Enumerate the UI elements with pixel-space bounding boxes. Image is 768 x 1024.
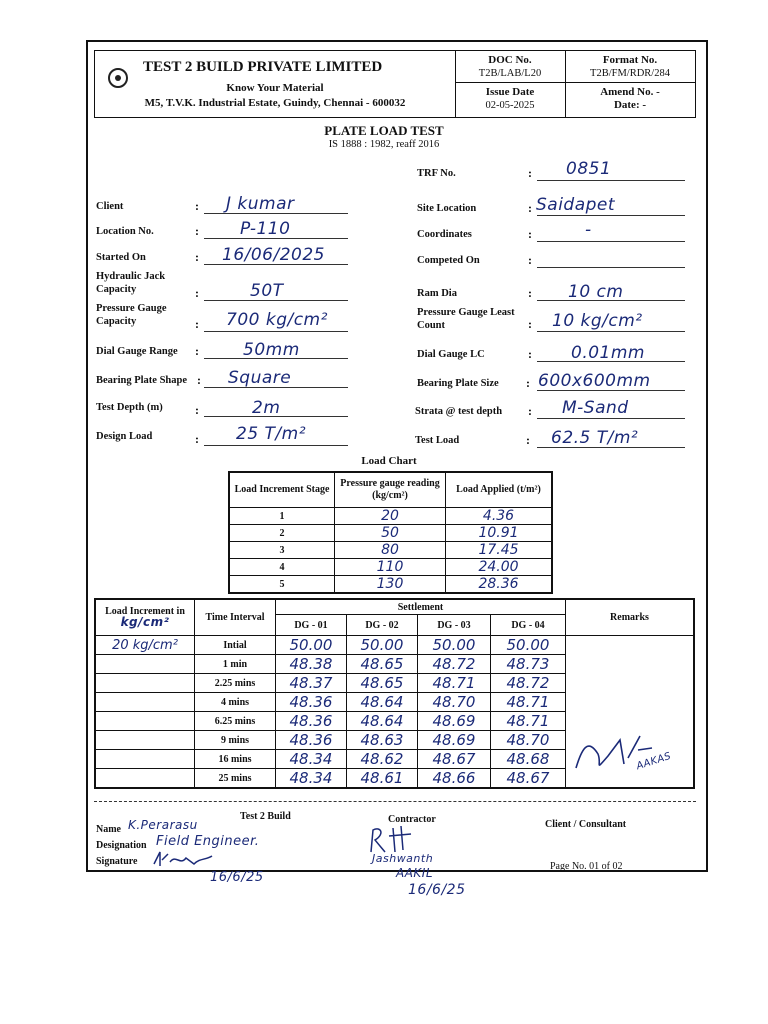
design-load-value: 25 T/m² — [236, 424, 307, 444]
started-on-label: Started On — [96, 252, 146, 263]
lc-header-load: Load Applied (t/m²) — [446, 472, 553, 508]
page-title: PLATE LOAD TEST — [324, 123, 444, 138]
gauge-cap-label-2: Capacity — [96, 316, 137, 327]
table-row: 16 mins 48.34 48.62 48.67 48.68 — [95, 750, 694, 769]
contractor-date: 16/6/25 — [408, 882, 466, 898]
dial-lc-label: Dial Gauge LC — [417, 349, 485, 360]
dg03-header: DG - 03 — [418, 615, 491, 636]
table-row: 2.25 mins 48.37 48.65 48.71 48.72 — [95, 674, 694, 693]
table-row: 3 80 17.45 — [229, 542, 552, 559]
document-page: TEST 2 BUILD PRIVATE LIMITED Know Your Material M5, T.V.K. Industrial Estate, Guindy, Chennai - 600032 DOC No. T2B/LAB/L20 Format No. T2B/FM/RDR/284 Issue Date 02-05-2025 Amend No. - Date: - PLATE LOAD TEST IS 1888 : 1982, reaff 2016 TRF No. : 0851 Client : J kumar Location No. : P-110 Started On : 16/06/2025 Hydraulic Jack Capacity : 50T Pressure Gauge Capacity : 700 kg/cm² Dial Gauge Range : 50mm Bearing Plate Shape : Square Test Depth (m) : 2m Design Load : 25 T/m² Site Location : Saidapet Coordinates : - Competed On : Ram Dia : 10 cm Pressure Gauge Least Count : 10 kg/cm² Dial Gauge LC : 0.01mm Bearing Plate Size : 600x600mm Strata @ test depth : M-Sand Test Load : 62.5 T/m² Load Chart Load Increment Stage Pressure gauge reading (kg/cm²) Load Applied (t/m²) 1 20 4.36 2 50 10.91 3 80 17.45 4 110 24.00 5 130 28.36 Load Increment in kg/cm² Time Interval Settlement Remarks DG - 01 DG - 02 DG - 03 DG - 04 20 kg/cm² Intial 50.00 50.00 50.00 50.00 AAKAS 1 min 48.38 48.65 48.72 48.73 2.25 mins 48.37 48.65 48.71 48.72 4 mins 48.36 48.64 48.70 48.71 6.25 mins 48.36 48.64 48.69 48.71 9 mins 48.36 48.63 48.69 48.70 16 mins 48.34 48.62 48.67 48.68 25 mins 48.34 48.61 48.66 48.67 Test 2 Build Contractor Client / Consultant Name K.Perarasu Designation Field Engineer. Signature 16/6/25 Jashwanth AAKIL 16/6/25 Page No. 01 of 02 — [0, 0, 768, 1024]
signature-label: Signature — [96, 856, 138, 867]
design-load-label: Design Load — [96, 431, 153, 442]
gauge-cap-label-1: Pressure Gauge — [96, 303, 167, 314]
load-chart-table — [228, 471, 553, 594]
format-no-cell: Format No. T2B/FM/RDR/284 — [590, 54, 670, 79]
header-block — [94, 50, 696, 118]
trf-value: 0851 — [566, 159, 612, 179]
signature-date: 16/6/25 — [210, 870, 264, 885]
company-name: TEST 2 BUILD PRIVATE LIMITED — [143, 59, 383, 75]
contractor-name: Jashwanth — [372, 852, 434, 865]
site-location-value: Saidapet — [536, 195, 616, 215]
table-row: 1 20 4.36 — [229, 508, 552, 525]
jack-label-2: Capacity — [96, 284, 137, 295]
issue-date-cell: Issue Date 02-05-2025 — [485, 86, 535, 111]
table-row: 6.25 mins 48.36 48.64 48.69 48.71 — [95, 712, 694, 731]
plate-shape-label: Bearing Plate Shape — [96, 375, 187, 386]
table-row: 25 mins 48.34 48.61 48.66 48.67 — [95, 769, 694, 789]
site-location-label: Site Location — [417, 203, 477, 214]
trf-label: TRF No. — [417, 168, 456, 179]
ram-dia-label: Ram Dia — [417, 288, 457, 299]
table-row: 5 130 28.36 — [229, 576, 552, 594]
load-increment-value: 20 kg/cm² — [95, 636, 195, 655]
coordinates-label: Coordinates — [417, 229, 472, 240]
designation-label: Designation — [96, 840, 147, 851]
client-consultant-label: Client / Consultant — [545, 819, 627, 830]
dg01-header: DG - 01 — [276, 615, 347, 636]
remark-sign-text: AAKAS — [635, 750, 673, 773]
plate-size-value: 600x600mm — [538, 371, 651, 391]
test-depth-value: 2m — [252, 398, 281, 418]
signature-divider — [94, 801, 696, 802]
ram-dia-value: 10 cm — [568, 282, 624, 302]
standard-ref: IS 1888 : 1982, reaff 2016 — [328, 139, 440, 150]
amend-cell: Amend No. - Date: - — [600, 86, 660, 111]
location-no-value: P-110 — [240, 219, 291, 239]
test-load-label: Test Load — [415, 435, 460, 446]
table-row: 9 mins 48.36 48.63 48.69 48.70 — [95, 731, 694, 750]
time-interval-header: Time Interval — [195, 599, 276, 636]
test2build-signature — [150, 848, 220, 872]
client-label: Client — [96, 201, 124, 212]
company-address: M5, T.V.K. Industrial Estate, Guindy, Chennai - 600032 — [144, 97, 406, 109]
lc-header-pressure: Pressure gauge reading (kg/cm²) — [335, 472, 446, 508]
load-chart-title: Load Chart — [361, 455, 417, 467]
company-tagline: Know Your Material — [226, 82, 324, 94]
dg04-header: DG - 04 — [491, 615, 566, 636]
dial-range-label: Dial Gauge Range — [96, 346, 178, 357]
strata-label: Strata @ test depth — [415, 406, 503, 417]
contractor-company: AAKIL — [396, 866, 434, 880]
plate-size-label: Bearing Plate Size — [417, 378, 499, 389]
table-row: 1 min 48.38 48.65 48.72 48.73 — [95, 655, 694, 674]
test-depth-label: Test Depth (m) — [96, 402, 163, 413]
table-row: 4 mins 48.36 48.64 48.70 48.71 — [95, 693, 694, 712]
jack-label-1: Hydraulic Jack — [96, 271, 166, 282]
dg02-header: DG - 02 — [347, 615, 418, 636]
name-label: Name — [96, 824, 121, 835]
location-no-label: Location No. — [96, 226, 154, 237]
gauge-lc-label-2: Count — [417, 320, 446, 331]
strata-value: M-Sand — [562, 398, 629, 418]
load-increment-header: Load Increment in kg/cm² — [95, 599, 195, 636]
settlement-table — [94, 598, 695, 789]
jack-capacity-value: 50T — [250, 281, 284, 301]
plate-shape-value: Square — [228, 368, 292, 388]
gauge-least-count-value: 10 kg/cm² — [552, 311, 643, 331]
doc-no-cell: DOC No. T2B/LAB/L20 — [478, 54, 542, 79]
test-load-value: 62.5 T/m² — [551, 428, 639, 448]
designation-value: Field Engineer. — [156, 834, 260, 849]
client-value: J kumar — [226, 194, 295, 214]
name-value: K.Perarasu — [128, 818, 198, 832]
settlement-header: Settlement — [276, 599, 566, 615]
gauge-capacity-value: 700 kg/cm² — [226, 310, 328, 330]
completed-on-label: Competed On — [417, 255, 480, 266]
remarks-cell — [566, 636, 695, 789]
lc-header-stage: Load Increment Stage — [229, 472, 335, 508]
table-row: 2 50 10.91 — [229, 525, 552, 542]
started-on-value: 16/06/2025 — [222, 245, 325, 265]
page-number: Page No. 01 of 02 — [550, 861, 623, 872]
dial-lc-value: 0.01mm — [571, 343, 645, 363]
remarks-signature — [568, 728, 698, 788]
test2build-label: Test 2 Build — [240, 811, 291, 822]
dial-range-value: 50mm — [243, 340, 300, 360]
table-row: 20 kg/cm² Intial 50.00 50.00 50.00 50.00 AAKAS — [95, 636, 694, 655]
gauge-lc-label-1: Pressure Gauge Least — [417, 307, 515, 318]
coordinates-value: - — [585, 220, 592, 240]
contractor-label: Contractor — [388, 814, 436, 825]
remarks-header: Remarks — [566, 599, 695, 636]
table-row: 4 110 24.00 — [229, 559, 552, 576]
